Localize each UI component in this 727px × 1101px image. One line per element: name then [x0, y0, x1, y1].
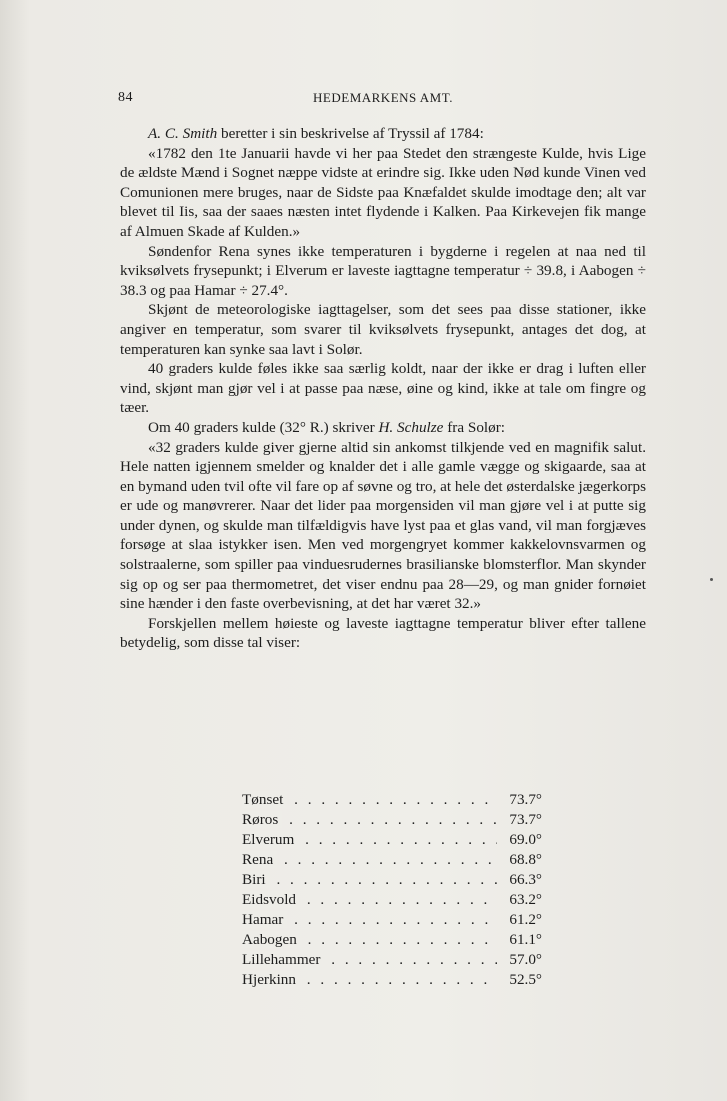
station-name: Eidsvold . . . — [242, 890, 497, 910]
table-row — [242, 890, 542, 910]
table-row — [242, 850, 542, 870]
temperature-value: 63.2° — [509, 891, 542, 908]
station-name: Hamar . . . — [242, 910, 497, 930]
quote-paragraph: «32 graders kulde giver gjerne altid sin ankomst tilkjende ved en magnifik salut. Hele natten igjennem smelder og knalder det i alle gamle vægge og skigaarde, saa at en bymand uden tvil ofte vil fare op af søvne og tro, at hele det østerdalske jægerkorps er ude og manøvrerer. Naar det lider paa morgensiden vil man gjøre vel i at putte sig under dynen, og skulde man tilfældigvis have lyst paa et glas vand, vil man forgjæves forsøge at slaa istykker isen. Men ved morgengryet kommer kakkelovnsvarmen og solstraalerne, som spiller paa vinduesrudernes brasilianske blomsterflor. Man skynder sig op og ser paa thermometret, det viser endnu paa 28—29, og man gnider fornøiet sine hænder i den faste overbevisning, at det har været 32.» — [120, 438, 646, 613]
temperature-value: 57.0° — [509, 951, 542, 968]
page-header — [118, 90, 648, 110]
body-text — [120, 124, 646, 653]
station-name: Biri . . . — [242, 870, 497, 890]
author-name: H. Schulze — [378, 418, 444, 436]
paragraph: A. C. Smith beretter i sin beskrivelse af Tryssil af 1784: — [148, 125, 484, 142]
paragraph: 40 graders kulde føles ikke saa særlig koldt, naar der ikke er drag i luften eller vind, skjønt man gjør vel i at passe paa næse, øine og kind, ikke at tale om fingre og tæer. — [120, 360, 646, 417]
temperature-table — [242, 790, 542, 990]
table-row — [242, 810, 542, 830]
station-name: Aabogen . . . — [242, 930, 497, 950]
table-row — [242, 830, 542, 850]
table-row — [242, 870, 542, 890]
temperature-value: 73.7° — [509, 791, 542, 808]
table-row — [242, 950, 542, 970]
temperature-value: 68.8° — [509, 851, 542, 868]
temperature-value: 66.3° — [509, 871, 542, 888]
table-row — [242, 970, 542, 990]
temperature-value: 61.2° — [509, 911, 542, 928]
station-name: Lillehammer . . . — [242, 950, 497, 970]
page-number: 84 — [118, 90, 133, 105]
station-name: Tønset . . . — [242, 790, 497, 810]
author-name: A. C. Smith — [148, 125, 218, 142]
station-name: Hjerkinn . . . — [242, 970, 497, 990]
station-name: Elverum . . . — [242, 830, 497, 850]
running-title: HEDEMARKENS AMT. — [313, 90, 453, 105]
paragraph: Om 40 graders kulde (32° R.) skriver H. Schulze fra Solør: — [148, 418, 506, 436]
temperature-value: 73.7° — [509, 811, 542, 828]
station-name: Rena . . . — [242, 850, 497, 870]
page-speck — [710, 578, 713, 581]
temperature-value: 69.0° — [509, 831, 542, 848]
paragraph: Søndenfor Rena synes ikke temperaturen i bygderne i regelen at naa ned til kviksølvets frysepunkt; i Elverum er laveste iagttagne temperatur ÷ 39.8, i Aabogen ÷ 38.3 og paa Hamar ÷ 27.4°. — [120, 242, 646, 299]
quote-paragraph: «1782 den 1te Januarii havde vi her paa Stedet den strængeste Kulde, hvis Lige de ældste Mænd i Sognet næppe vidste at erindre sig. Ikke uden Nød kunde Vinen ved Comunionen mere bruges, naar de Sidste paa Knæfaldet skulde imodtage den; alt var blevet til Iis, saa der saaes næsten intet flydende i Kalken. Paa Kirkevejen fik mange af Almuen Skade af Kulden.» — [120, 144, 646, 240]
paragraph: Skjønt de meteorologiske iagttagelser, som det sees paa disse stationer, ikke angiver en temperatur, som svarer til kviksølvets frysepunkt, antages det dog, at temperaturen kan synke saa lavt i Solør. — [120, 301, 646, 358]
temperature-value: 52.5° — [509, 971, 542, 988]
station-name: Røros . . . — [242, 810, 497, 830]
table-row — [242, 910, 542, 930]
table-row — [242, 930, 542, 950]
temperature-value: 61.1° — [509, 931, 542, 948]
paragraph: Forskjellen mellem høieste og laveste iagttagne temperatur bliver efter tallene betydelig, som disse tal viser: — [120, 614, 646, 652]
table-row — [242, 790, 542, 810]
